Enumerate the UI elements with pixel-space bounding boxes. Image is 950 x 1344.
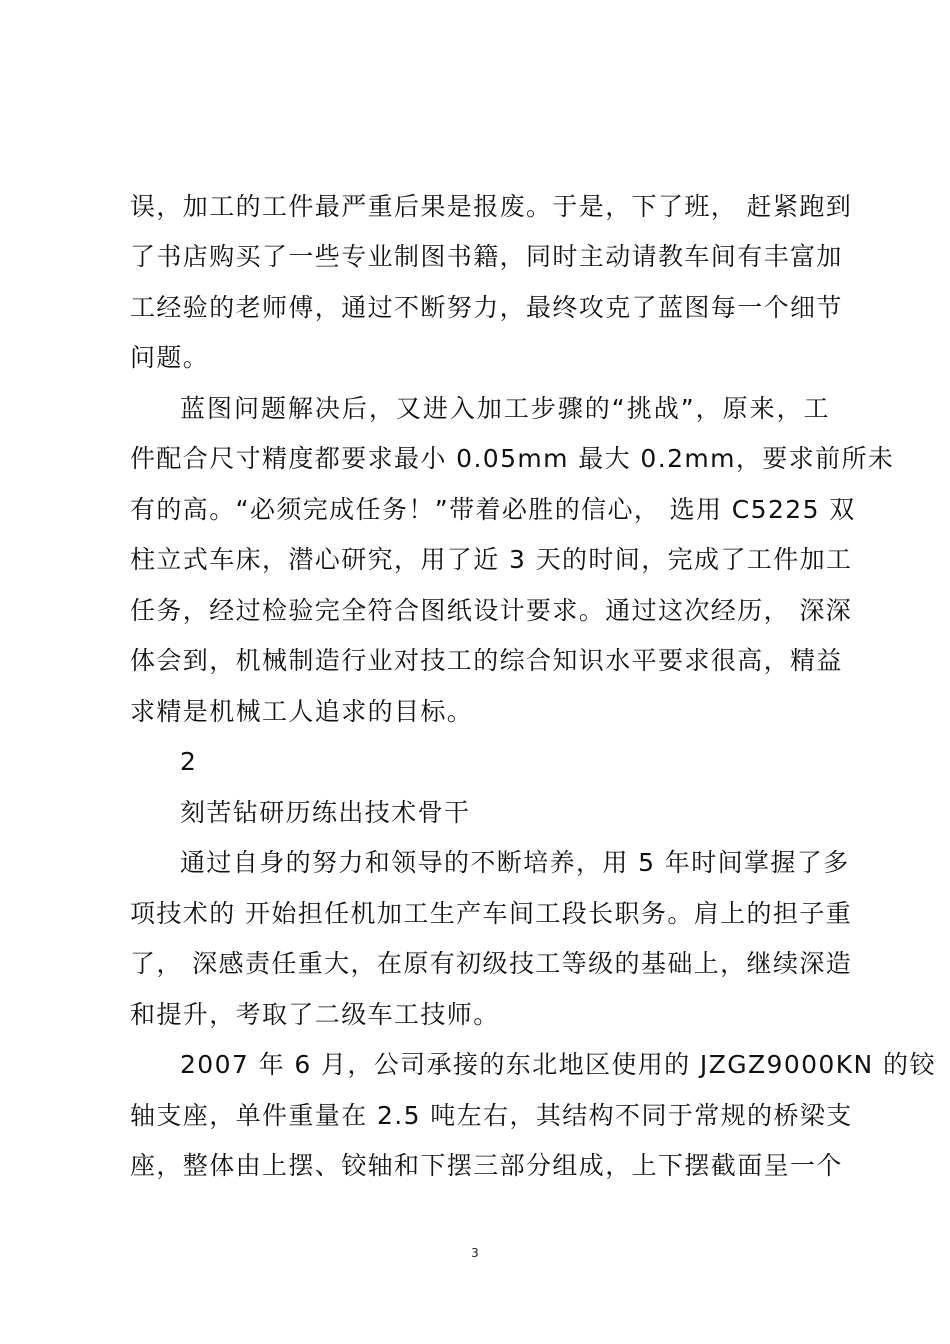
section-number: 2 (180, 747, 198, 776)
body-text-line: 2007 年 6 月，公司承接的东北地区使用的 JZGZ9000KN 的铰 (180, 1050, 936, 1079)
body-text-line: 了， 深感责任重大，在原有初级技工等级的基础上，继续深造 (130, 949, 853, 978)
body-text-line: 工经验的老师傅，通过不断努力，最终攻克了蓝图每一个细节 (130, 293, 843, 322)
body-text-line: 有的高。“必须完成任务！”带着必胜的信心， 选用 C5225 双 (130, 495, 856, 524)
body-text-line: 件配合尺寸精度都要求最小 0.05mm 最大 0.2mm，要求前所未 (130, 444, 895, 473)
body-text-line: 轴支座，单件重量在 2.5 吨左右，其结构不同于常规的桥梁支 (130, 1101, 853, 1130)
body-text-line: 座，整体由上摆、铰轴和下摆三部分组成，上下摆截面呈一个 (130, 1151, 843, 1180)
body-text-line: 体会到，机械制造行业对技工的综合知识水平要求很高，精益 (130, 646, 843, 675)
body-text-line: 任务，经过检验完全符合图纸设计要求。通过这次经历， 深深 (130, 596, 853, 625)
body-text-line: 问题。 (130, 343, 210, 372)
body-text-line: 误，加工的工件最严重后果是报废。于是，下了班， 赶紧跑到 (130, 192, 853, 221)
body-text-line: 和提升，考取了二级车工技师。 (130, 1000, 500, 1029)
body-text-line: 通过自身的努力和领导的不断培养，用 5 年时间掌握了多 (180, 848, 850, 877)
body-text-line: 蓝图问题解决后，又进入加工步骤的“挑战”，原来，工 (180, 394, 830, 423)
body-text-line: 了书店购买了一些专业制图书籍，同时主动请教车间有丰富加 (130, 242, 843, 271)
body-text-line: 柱立式车床，潜心研究，用了近 3 天的时间，完成了工件加工 (130, 545, 853, 574)
body-text-line: 求精是机械工人追求的目标。 (130, 697, 474, 726)
page-number: 3 (471, 1246, 479, 1260)
section-heading: 刻苦钻研历练出技术骨干 (180, 798, 471, 827)
body-text-line: 项技术的 开始担任机加工生产车间工段长职务。肩上的担子重 (130, 899, 853, 928)
